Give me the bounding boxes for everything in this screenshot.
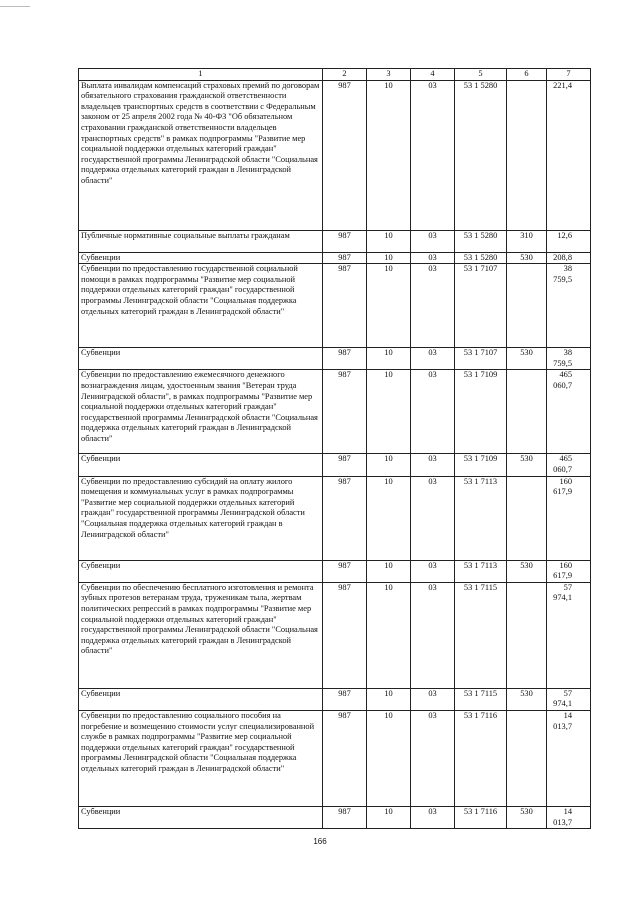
table-row: [79, 560, 591, 582]
table-row: [79, 688, 591, 710]
row-cell-col6: [507, 370, 547, 454]
header-cell-5: 5: [455, 69, 507, 81]
row-cell-col5: 53 1 7107: [455, 348, 507, 370]
header-cell-1: 1: [79, 69, 323, 81]
row-cell-col4: 03: [411, 264, 455, 348]
row-cell-col7: 38 759,5: [547, 264, 591, 348]
row-cell-col5: 53 1 7109: [455, 454, 507, 476]
row-cell-col7: 160 617,9: [547, 476, 591, 560]
row-cell-col4: 03: [411, 348, 455, 370]
row-cell-col2: 987: [323, 252, 367, 264]
header-cell-3: 3: [367, 69, 411, 81]
row-description: Субвенции по обеспечению бесплатного изготовления и ремонта зубных протезов ветеранам труда, труженикам тыла, жертвам политических репрессий в рамках подпрограммы "Развитие мер социальной поддержки отдельных категорий граждан" государственной программы Ленинградской области "Социальная поддержка отдельных категорий граждан в Ленинградской области": [79, 582, 323, 688]
header-cell-7: 7: [547, 69, 591, 81]
row-cell-col4: 03: [411, 688, 455, 710]
row-cell-col2: 987: [323, 454, 367, 476]
row-cell-col7: 465 060,7: [547, 370, 591, 454]
row-cell-col5: 53 1 5280: [455, 230, 507, 252]
row-cell-col6: 530: [507, 806, 547, 828]
row-cell-col6: [507, 710, 547, 806]
row-cell-col5: 53 1 5280: [455, 252, 507, 264]
row-cell-col5: 53 1 7116: [455, 710, 507, 806]
row-cell-col2: 987: [323, 582, 367, 688]
row-cell-col2: 987: [323, 80, 367, 230]
row-description: Субвенции: [79, 252, 323, 264]
row-description: Субвенции по предоставлению субсидий на оплату жилого помещения и коммунальных услуг в рамках подпрограммы "Развитие мер социальной поддержки отдельных категорий граждан" государственной программы Ленинградской области "Социальная поддержка отдельных категорий граждан в Ленинградской области": [79, 476, 323, 560]
row-cell-col6: 530: [507, 454, 547, 476]
row-cell-col7: 160 617,9: [547, 560, 591, 582]
row-description: Субвенции: [79, 560, 323, 582]
row-cell-col3: 10: [367, 560, 411, 582]
row-cell-col2: 987: [323, 476, 367, 560]
row-description: Субвенции по предоставлению государственной социальной помощи в рамках подпрограммы "Развитие мер социальной поддержки отдельных категорий граждан" государственной программы Ленинградской области "Социальная поддержка отдельных категорий граждан в Ленинградской области": [79, 264, 323, 348]
table-row: [79, 476, 591, 560]
table-row: [79, 370, 591, 454]
row-cell-col4: 03: [411, 582, 455, 688]
row-cell-col2: 987: [323, 348, 367, 370]
row-cell-col3: 10: [367, 264, 411, 348]
row-cell-col5: 53 1 7107: [455, 264, 507, 348]
row-cell-col5: 53 1 7115: [455, 688, 507, 710]
row-cell-col2: 987: [323, 710, 367, 806]
header-cell-6: 6: [507, 69, 547, 81]
row-description: Субвенции: [79, 348, 323, 370]
table-row: [79, 80, 591, 230]
row-cell-col5: 53 1 5280: [455, 80, 507, 230]
row-description: Субвенции: [79, 806, 323, 828]
row-cell-col6: 310: [507, 230, 547, 252]
row-cell-col7: 465 060,7: [547, 454, 591, 476]
row-cell-col6: [507, 582, 547, 688]
row-cell-col4: 03: [411, 560, 455, 582]
row-cell-col3: 10: [367, 454, 411, 476]
row-cell-col3: 10: [367, 348, 411, 370]
row-cell-col6: 530: [507, 560, 547, 582]
table-row: [79, 264, 591, 348]
row-description: Субвенции: [79, 688, 323, 710]
page-number: 166: [313, 837, 327, 846]
row-cell-col3: 10: [367, 476, 411, 560]
row-cell-col2: 987: [323, 806, 367, 828]
scan-corner-mark: [0, 0, 30, 7]
row-cell-col3: 10: [367, 688, 411, 710]
row-cell-col6: [507, 476, 547, 560]
row-cell-col4: 03: [411, 370, 455, 454]
row-cell-col4: 03: [411, 454, 455, 476]
row-cell-col2: 987: [323, 370, 367, 454]
row-cell-col7: 14 013,7: [547, 806, 591, 828]
row-cell-col2: 987: [323, 230, 367, 252]
row-cell-col6: [507, 264, 547, 348]
row-cell-col3: 10: [367, 582, 411, 688]
row-cell-col6: 530: [507, 348, 547, 370]
row-cell-col3: 10: [367, 230, 411, 252]
row-cell-col7: 57 974,1: [547, 582, 591, 688]
row-cell-col2: 987: [323, 688, 367, 710]
row-cell-col3: 10: [367, 806, 411, 828]
row-cell-col6: 530: [507, 252, 547, 264]
row-cell-col3: 10: [367, 710, 411, 806]
row-cell-col4: 03: [411, 476, 455, 560]
row-cell-col7: 12,6: [547, 230, 591, 252]
row-description: Выплата инвалидам компенсаций страховых премий по договорам обязательного страхования гражданской ответственности владельцев транспортных средств в соответствии с Федеральным законом от 25 апреля 2002 года № 40-ФЗ "Об обязательном страховании гражданской ответственности владельцев транспортных средств" в рамках подпрограммы "Развитие мер социальной поддержки отдельных категорий граждан" государственной программы Ленинградской области "Социальная поддержка отдельных категорий граждан в Ленинградской области": [79, 80, 323, 230]
table-row: [79, 454, 591, 476]
row-cell-col7: 221,4: [547, 80, 591, 230]
row-cell-col6: [507, 80, 547, 230]
table-row: [79, 252, 591, 264]
row-cell-col7: 57 974,1: [547, 688, 591, 710]
table-row: [79, 710, 591, 806]
row-cell-col5: 53 1 7113: [455, 476, 507, 560]
header-cell-4: 4: [411, 69, 455, 81]
row-description: Субвенции по предоставлению ежемесячного денежного вознаграждения лицам, удостоенным звания "Ветеран труда Ленинградской области", в рамках подпрограммы "Развитие мер социальной поддержки отдельных категорий граждан" государственной программы Ленинградской области "Социальная поддержка отдельных категорий граждан в Ленинградской области": [79, 370, 323, 454]
row-cell-col4: 03: [411, 80, 455, 230]
row-cell-col2: 987: [323, 264, 367, 348]
row-cell-col4: 03: [411, 230, 455, 252]
row-cell-col4: 03: [411, 252, 455, 264]
row-cell-col4: 03: [411, 806, 455, 828]
row-cell-col2: 987: [323, 560, 367, 582]
header-row: [79, 69, 591, 81]
row-description: Публичные нормативные социальные выплаты гражданам: [79, 230, 323, 252]
row-cell-col3: 10: [367, 80, 411, 230]
row-cell-col5: 53 1 7115: [455, 582, 507, 688]
row-cell-col7: 38 759,5: [547, 348, 591, 370]
row-cell-col7: 208,8: [547, 252, 591, 264]
row-cell-col5: 53 1 7109: [455, 370, 507, 454]
row-cell-col5: 53 1 7113: [455, 560, 507, 582]
row-description: Субвенции: [79, 454, 323, 476]
header-cell-2: 2: [323, 69, 367, 81]
row-cell-col3: 10: [367, 370, 411, 454]
row-cell-col6: 530: [507, 688, 547, 710]
table-row: [79, 806, 591, 828]
row-cell-col3: 10: [367, 252, 411, 264]
row-cell-col4: 03: [411, 710, 455, 806]
table-row: [79, 230, 591, 252]
budget-table: [78, 68, 591, 829]
row-cell-col7: 14 013,7: [547, 710, 591, 806]
table-row: [79, 348, 591, 370]
row-description: Субвенции по предоставлению социального пособия на погребение и возмещению стоимости услуг специализированной службе в рамках подпрограммы "Развитие мер социальной поддержки отдельных категорий граждан" государственной программы Ленинградской области "Социальная поддержка отдельных категорий граждан в Ленинградской области": [79, 710, 323, 806]
row-cell-col5: 53 1 7116: [455, 806, 507, 828]
table-row: [79, 582, 591, 688]
